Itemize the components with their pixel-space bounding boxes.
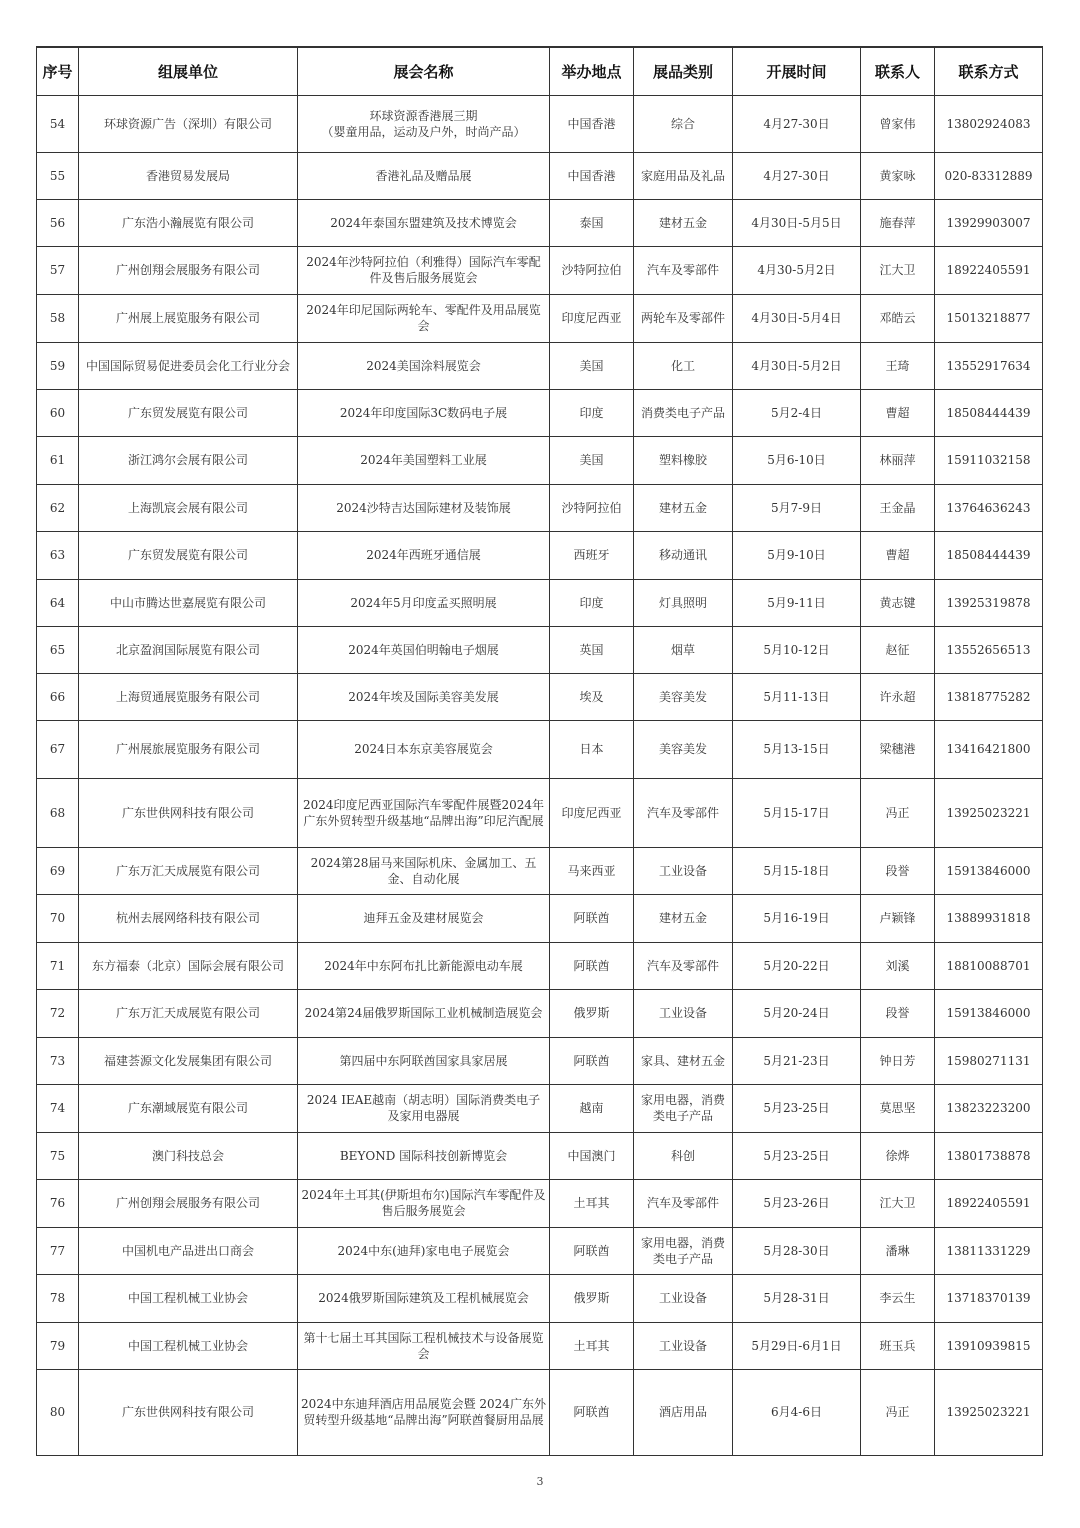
cell-date: 5月11-13日 xyxy=(733,673,861,720)
cell-location: 俄罗斯 xyxy=(550,1274,634,1322)
cell-exhibition-name: 环球资源香港展三期 （婴童用品，运动及户外，时尚产品） xyxy=(298,95,550,152)
cell-date: 5月6-10日 xyxy=(733,436,861,484)
cell-index: 63 xyxy=(37,531,79,579)
cell-date: 5月20-24日 xyxy=(733,989,861,1037)
cell-date: 6月4-6日 xyxy=(733,1369,861,1455)
table-row xyxy=(37,626,1043,673)
cell-location: 土耳其 xyxy=(550,1179,634,1227)
cell-index: 57 xyxy=(37,246,79,294)
cell-phone: 18922405591 xyxy=(935,1179,1043,1227)
cell-category: 综合 xyxy=(634,95,733,152)
cell-contact: 潘琳 xyxy=(861,1227,935,1274)
cell-index: 73 xyxy=(37,1037,79,1084)
cell-exhibition-name: 2024中东(迪拜)家电电子展览会 xyxy=(298,1227,550,1274)
cell-category: 两轮车及零部件 xyxy=(634,294,733,342)
table-row xyxy=(37,342,1043,389)
cell-phone: 13818775282 xyxy=(935,673,1043,720)
cell-contact: 段誉 xyxy=(861,847,935,894)
cell-contact: 黄志键 xyxy=(861,579,935,626)
cell-date: 4月30日-5月5日 xyxy=(733,199,861,246)
cell-organizer: 福建荟源文化发展集团有限公司 xyxy=(79,1037,298,1084)
cell-phone: 13801738878 xyxy=(935,1132,1043,1179)
cell-location: 中国香港 xyxy=(550,95,634,152)
header-contact: 联系人 xyxy=(861,47,935,95)
cell-contact: 梁穗港 xyxy=(861,720,935,778)
cell-location: 日本 xyxy=(550,720,634,778)
cell-date: 5月15-18日 xyxy=(733,847,861,894)
cell-category: 建材五金 xyxy=(634,484,733,531)
cell-index: 64 xyxy=(37,579,79,626)
cell-category: 美容美发 xyxy=(634,720,733,778)
cell-exhibition-name: 2024年埃及国际美容美发展 xyxy=(298,673,550,720)
cell-date: 5月28-31日 xyxy=(733,1274,861,1322)
cell-organizer: 广州展上展览服务有限公司 xyxy=(79,294,298,342)
header-location: 举办地点 xyxy=(550,47,634,95)
cell-phone: 13802924083 xyxy=(935,95,1043,152)
header-date: 开展时间 xyxy=(733,47,861,95)
cell-phone: 15013218877 xyxy=(935,294,1043,342)
cell-phone: 18508444439 xyxy=(935,531,1043,579)
table-row xyxy=(37,942,1043,989)
table-row xyxy=(37,673,1043,720)
cell-location: 阿联酋 xyxy=(550,1227,634,1274)
cell-phone: 13764636243 xyxy=(935,484,1043,531)
table-row xyxy=(37,1179,1043,1227)
exhibition-table xyxy=(36,46,1043,1456)
cell-index: 65 xyxy=(37,626,79,673)
cell-exhibition-name: 第十七届土耳其国际工程机械技术与设备展览会 xyxy=(298,1322,550,1369)
cell-location: 泰国 xyxy=(550,199,634,246)
cell-date: 5月23-25日 xyxy=(733,1084,861,1132)
cell-date: 5月2-4日 xyxy=(733,389,861,436)
cell-exhibition-name: 2024年5月印度孟买照明展 xyxy=(298,579,550,626)
cell-category: 家具、建材五金 xyxy=(634,1037,733,1084)
cell-index: 71 xyxy=(37,942,79,989)
cell-contact: 李云生 xyxy=(861,1274,935,1322)
table-row xyxy=(37,436,1043,484)
cell-contact: 林丽萍 xyxy=(861,436,935,484)
cell-exhibition-name: 2024年西班牙通信展 xyxy=(298,531,550,579)
cell-index: 67 xyxy=(37,720,79,778)
cell-contact: 邓皓云 xyxy=(861,294,935,342)
table-header-row xyxy=(37,47,1043,95)
cell-phone: 15980271131 xyxy=(935,1037,1043,1084)
cell-contact: 班玉兵 xyxy=(861,1322,935,1369)
cell-contact: 刘溪 xyxy=(861,942,935,989)
cell-phone: 13552656513 xyxy=(935,626,1043,673)
cell-phone: 13929903007 xyxy=(935,199,1043,246)
cell-organizer: 广东贸发展览有限公司 xyxy=(79,389,298,436)
cell-organizer: 上海凯宸会展有限公司 xyxy=(79,484,298,531)
cell-exhibition-name: 2024年沙特阿拉伯（利雅得）国际汽车零配件及售后服务展览会 xyxy=(298,246,550,294)
cell-index: 66 xyxy=(37,673,79,720)
table-row xyxy=(37,778,1043,847)
table-row xyxy=(37,847,1043,894)
cell-location: 沙特阿拉伯 xyxy=(550,484,634,531)
cell-contact: 曹超 xyxy=(861,389,935,436)
cell-organizer: 杭州去展网络科技有限公司 xyxy=(79,894,298,942)
cell-category: 烟草 xyxy=(634,626,733,673)
cell-location: 中国香港 xyxy=(550,152,634,199)
table-row xyxy=(37,484,1043,531)
cell-location: 美国 xyxy=(550,436,634,484)
cell-organizer: 广东浩小瀚展览有限公司 xyxy=(79,199,298,246)
cell-phone: 18508444439 xyxy=(935,389,1043,436)
cell-exhibition-name: 2024中东迪拜酒店用品展览会暨 2024广东外贸转型升级基地“品牌出海”阿联酋餐厨用品展 xyxy=(298,1369,550,1455)
cell-organizer: 澳门科技总会 xyxy=(79,1132,298,1179)
cell-location: 埃及 xyxy=(550,673,634,720)
cell-organizer: 北京盈润国际展览有限公司 xyxy=(79,626,298,673)
cell-location: 阿联酋 xyxy=(550,1037,634,1084)
cell-exhibition-name: 迪拜五金及建材展览会 xyxy=(298,894,550,942)
cell-index: 55 xyxy=(37,152,79,199)
cell-location: 俄罗斯 xyxy=(550,989,634,1037)
table-row xyxy=(37,1369,1043,1455)
cell-date: 5月7-9日 xyxy=(733,484,861,531)
cell-exhibition-name: BEYOND 国际科技创新博览会 xyxy=(298,1132,550,1179)
cell-location: 中国澳门 xyxy=(550,1132,634,1179)
cell-organizer: 中国机电产品进出口商会 xyxy=(79,1227,298,1274)
cell-contact: 徐烨 xyxy=(861,1132,935,1179)
table-row xyxy=(37,246,1043,294)
table-row xyxy=(37,389,1043,436)
cell-organizer: 中山市腾达世嘉展览有限公司 xyxy=(79,579,298,626)
cell-index: 75 xyxy=(37,1132,79,1179)
header-index: 序号 xyxy=(37,47,79,95)
cell-category: 工业设备 xyxy=(634,1322,733,1369)
cell-index: 72 xyxy=(37,989,79,1037)
cell-location: 土耳其 xyxy=(550,1322,634,1369)
cell-phone: 15911032158 xyxy=(935,436,1043,484)
cell-date: 5月13-15日 xyxy=(733,720,861,778)
cell-organizer: 浙江鸿尔会展有限公司 xyxy=(79,436,298,484)
cell-phone: 13823223200 xyxy=(935,1084,1043,1132)
cell-phone: 18922405591 xyxy=(935,246,1043,294)
cell-organizer: 环球资源广告（深圳）有限公司 xyxy=(79,95,298,152)
cell-contact: 冯正 xyxy=(861,778,935,847)
header-exhibition-name: 展会名称 xyxy=(298,47,550,95)
cell-location: 西班牙 xyxy=(550,531,634,579)
cell-phone: 13925319878 xyxy=(935,579,1043,626)
cell-exhibition-name: 2024年英国伯明翰电子烟展 xyxy=(298,626,550,673)
cell-exhibition-name: 2024美国涂料展览会 xyxy=(298,342,550,389)
cell-organizer: 广东万汇天成展览有限公司 xyxy=(79,847,298,894)
cell-contact: 王金晶 xyxy=(861,484,935,531)
cell-organizer: 中国国际贸易促进委员会化工行业分会 xyxy=(79,342,298,389)
cell-organizer: 中国工程机械工业协会 xyxy=(79,1322,298,1369)
table-row xyxy=(37,531,1043,579)
cell-phone: 13718370139 xyxy=(935,1274,1043,1322)
cell-category: 家庭用品及礼品 xyxy=(634,152,733,199)
cell-date: 5月9-10日 xyxy=(733,531,861,579)
cell-location: 英国 xyxy=(550,626,634,673)
cell-date: 4月30日-5月4日 xyxy=(733,294,861,342)
cell-exhibition-name: 第四届中东阿联酋国家具家居展 xyxy=(298,1037,550,1084)
cell-exhibition-name: 2024年泰国东盟建筑及技术博览会 xyxy=(298,199,550,246)
cell-location: 阿联酋 xyxy=(550,942,634,989)
cell-index: 54 xyxy=(37,95,79,152)
cell-phone: 13552917634 xyxy=(935,342,1043,389)
cell-organizer: 广州创翔会展服务有限公司 xyxy=(79,246,298,294)
cell-contact: 钟日芳 xyxy=(861,1037,935,1084)
cell-organizer: 上海贸通展览服务有限公司 xyxy=(79,673,298,720)
cell-location: 阿联酋 xyxy=(550,1369,634,1455)
cell-exhibition-name: 2024 IEAE越南（胡志明）国际消费类电子及家用电器展 xyxy=(298,1084,550,1132)
cell-contact: 冯正 xyxy=(861,1369,935,1455)
cell-index: 68 xyxy=(37,778,79,847)
cell-category: 家用电器，消费类电子产品 xyxy=(634,1227,733,1274)
cell-location: 阿联酋 xyxy=(550,894,634,942)
cell-location: 印度尼西亚 xyxy=(550,778,634,847)
cell-phone: 15913846000 xyxy=(935,847,1043,894)
cell-index: 74 xyxy=(37,1084,79,1132)
cell-organizer: 广州创翔会展服务有限公司 xyxy=(79,1179,298,1227)
cell-exhibition-name: 2024年土耳其(伊斯坦布尔)国际汽车零配件及售后服务展览会 xyxy=(298,1179,550,1227)
cell-exhibition-name: 2024年美国塑料工业展 xyxy=(298,436,550,484)
cell-phone: 13925023221 xyxy=(935,778,1043,847)
cell-exhibition-name: 2024年印尼国际两轮车、零配件及用品展览会 xyxy=(298,294,550,342)
cell-exhibition-name: 2024俄罗斯国际建筑及工程机械展览会 xyxy=(298,1274,550,1322)
cell-phone: 020-83312889 xyxy=(935,152,1043,199)
cell-category: 灯具照明 xyxy=(634,579,733,626)
cell-contact: 曹超 xyxy=(861,531,935,579)
cell-category: 家用电器，消费类电子产品 xyxy=(634,1084,733,1132)
header-phone: 联系方式 xyxy=(935,47,1043,95)
cell-contact: 段誉 xyxy=(861,989,935,1037)
cell-date: 5月29日-6月1日 xyxy=(733,1322,861,1369)
cell-organizer: 广东贸发展览有限公司 xyxy=(79,531,298,579)
cell-date: 4月27-30日 xyxy=(733,152,861,199)
cell-date: 4月30日-5月2日 xyxy=(733,342,861,389)
cell-category: 酒店用品 xyxy=(634,1369,733,1455)
cell-location: 美国 xyxy=(550,342,634,389)
cell-organizer: 广东世供网科技有限公司 xyxy=(79,1369,298,1455)
cell-date: 4月30-5月2日 xyxy=(733,246,861,294)
cell-contact: 许永超 xyxy=(861,673,935,720)
cell-date: 4月27-30日 xyxy=(733,95,861,152)
cell-exhibition-name: 2024印度尼西亚国际汽车零配件展暨2024年广东外贸转型升级基地“品牌出海”印尼汽配展 xyxy=(298,778,550,847)
cell-category: 塑料橡胶 xyxy=(634,436,733,484)
cell-contact: 赵征 xyxy=(861,626,935,673)
table-row xyxy=(37,1084,1043,1132)
cell-contact: 黄家咏 xyxy=(861,152,935,199)
cell-date: 5月20-22日 xyxy=(733,942,861,989)
cell-organizer: 中国工程机械工业协会 xyxy=(79,1274,298,1322)
cell-contact: 施春萍 xyxy=(861,199,935,246)
cell-phone: 13910939815 xyxy=(935,1322,1043,1369)
cell-category: 美容美发 xyxy=(634,673,733,720)
cell-phone: 18810088701 xyxy=(935,942,1043,989)
cell-exhibition-name: 2024年印度国际3C数码电子展 xyxy=(298,389,550,436)
cell-exhibition-name: 2024沙特吉达国际建材及装饰展 xyxy=(298,484,550,531)
cell-organizer: 广东万汇天成展览有限公司 xyxy=(79,989,298,1037)
cell-category: 汽车及零部件 xyxy=(634,778,733,847)
table-row xyxy=(37,1132,1043,1179)
cell-date: 5月28-30日 xyxy=(733,1227,861,1274)
cell-index: 69 xyxy=(37,847,79,894)
cell-contact: 江大卫 xyxy=(861,1179,935,1227)
cell-organizer: 香港贸易发展局 xyxy=(79,152,298,199)
table-row xyxy=(37,579,1043,626)
cell-category: 建材五金 xyxy=(634,199,733,246)
cell-category: 汽车及零部件 xyxy=(634,1179,733,1227)
cell-index: 76 xyxy=(37,1179,79,1227)
header-category: 展品类别 xyxy=(634,47,733,95)
cell-index: 56 xyxy=(37,199,79,246)
cell-location: 马来西亚 xyxy=(550,847,634,894)
cell-exhibition-name: 2024第24届俄罗斯国际工业机械制造展览会 xyxy=(298,989,550,1037)
cell-index: 59 xyxy=(37,342,79,389)
cell-location: 越南 xyxy=(550,1084,634,1132)
cell-location: 印度 xyxy=(550,579,634,626)
cell-date: 5月16-19日 xyxy=(733,894,861,942)
cell-index: 77 xyxy=(37,1227,79,1274)
cell-exhibition-name: 2024第28届马来国际机床、金属加工、五金、自动化展 xyxy=(298,847,550,894)
cell-organizer: 广东潮域展览有限公司 xyxy=(79,1084,298,1132)
cell-category: 消费类电子产品 xyxy=(634,389,733,436)
table-row xyxy=(37,152,1043,199)
cell-date: 5月9-11日 xyxy=(733,579,861,626)
table-row xyxy=(37,720,1043,778)
cell-organizer: 广州展旅展览服务有限公司 xyxy=(79,720,298,778)
cell-category: 汽车及零部件 xyxy=(634,942,733,989)
table-row xyxy=(37,95,1043,152)
cell-phone: 13889931818 xyxy=(935,894,1043,942)
cell-exhibition-name: 2024日本东京美容展览会 xyxy=(298,720,550,778)
cell-index: 78 xyxy=(37,1274,79,1322)
cell-date: 5月10-12日 xyxy=(733,626,861,673)
cell-exhibition-name: 2024年中东阿布扎比新能源电动车展 xyxy=(298,942,550,989)
cell-location: 印度尼西亚 xyxy=(550,294,634,342)
table-row xyxy=(37,989,1043,1037)
page-number: 3 xyxy=(536,1475,544,1488)
cell-index: 70 xyxy=(37,894,79,942)
cell-category: 工业设备 xyxy=(634,989,733,1037)
cell-date: 5月23-26日 xyxy=(733,1179,861,1227)
cell-contact: 卢颖锋 xyxy=(861,894,935,942)
cell-contact: 莫思坚 xyxy=(861,1084,935,1132)
cell-phone: 13416421800 xyxy=(935,720,1043,778)
table-row xyxy=(37,1274,1043,1322)
cell-index: 58 xyxy=(37,294,79,342)
cell-category: 建材五金 xyxy=(634,894,733,942)
cell-category: 工业设备 xyxy=(634,847,733,894)
table-row xyxy=(37,1227,1043,1274)
cell-organizer: 东方福泰（北京）国际会展有限公司 xyxy=(79,942,298,989)
cell-organizer: 广东世供网科技有限公司 xyxy=(79,778,298,847)
cell-index: 61 xyxy=(37,436,79,484)
cell-location: 沙特阿拉伯 xyxy=(550,246,634,294)
cell-category: 移动通讯 xyxy=(634,531,733,579)
cell-index: 60 xyxy=(37,389,79,436)
cell-exhibition-name: 香港礼品及赠品展 xyxy=(298,152,550,199)
cell-category: 汽车及零部件 xyxy=(634,246,733,294)
cell-index: 80 xyxy=(37,1369,79,1455)
cell-index: 79 xyxy=(37,1322,79,1369)
table-row xyxy=(37,199,1043,246)
cell-phone: 13925023221 xyxy=(935,1369,1043,1455)
cell-location: 印度 xyxy=(550,389,634,436)
cell-category: 化工 xyxy=(634,342,733,389)
table-row xyxy=(37,894,1043,942)
cell-contact: 曾家伟 xyxy=(861,95,935,152)
cell-phone: 15913846000 xyxy=(935,989,1043,1037)
cell-contact: 王琦 xyxy=(861,342,935,389)
cell-category: 科创 xyxy=(634,1132,733,1179)
header-organizer: 组展单位 xyxy=(79,47,298,95)
cell-category: 工业设备 xyxy=(634,1274,733,1322)
table-row xyxy=(37,294,1043,342)
cell-date: 5月23-25日 xyxy=(733,1132,861,1179)
cell-contact: 江大卫 xyxy=(861,246,935,294)
table-row xyxy=(37,1037,1043,1084)
cell-phone: 13811331229 xyxy=(935,1227,1043,1274)
table-row xyxy=(37,1322,1043,1369)
cell-date: 5月21-23日 xyxy=(733,1037,861,1084)
cell-date: 5月15-17日 xyxy=(733,778,861,847)
cell-index: 62 xyxy=(37,484,79,531)
